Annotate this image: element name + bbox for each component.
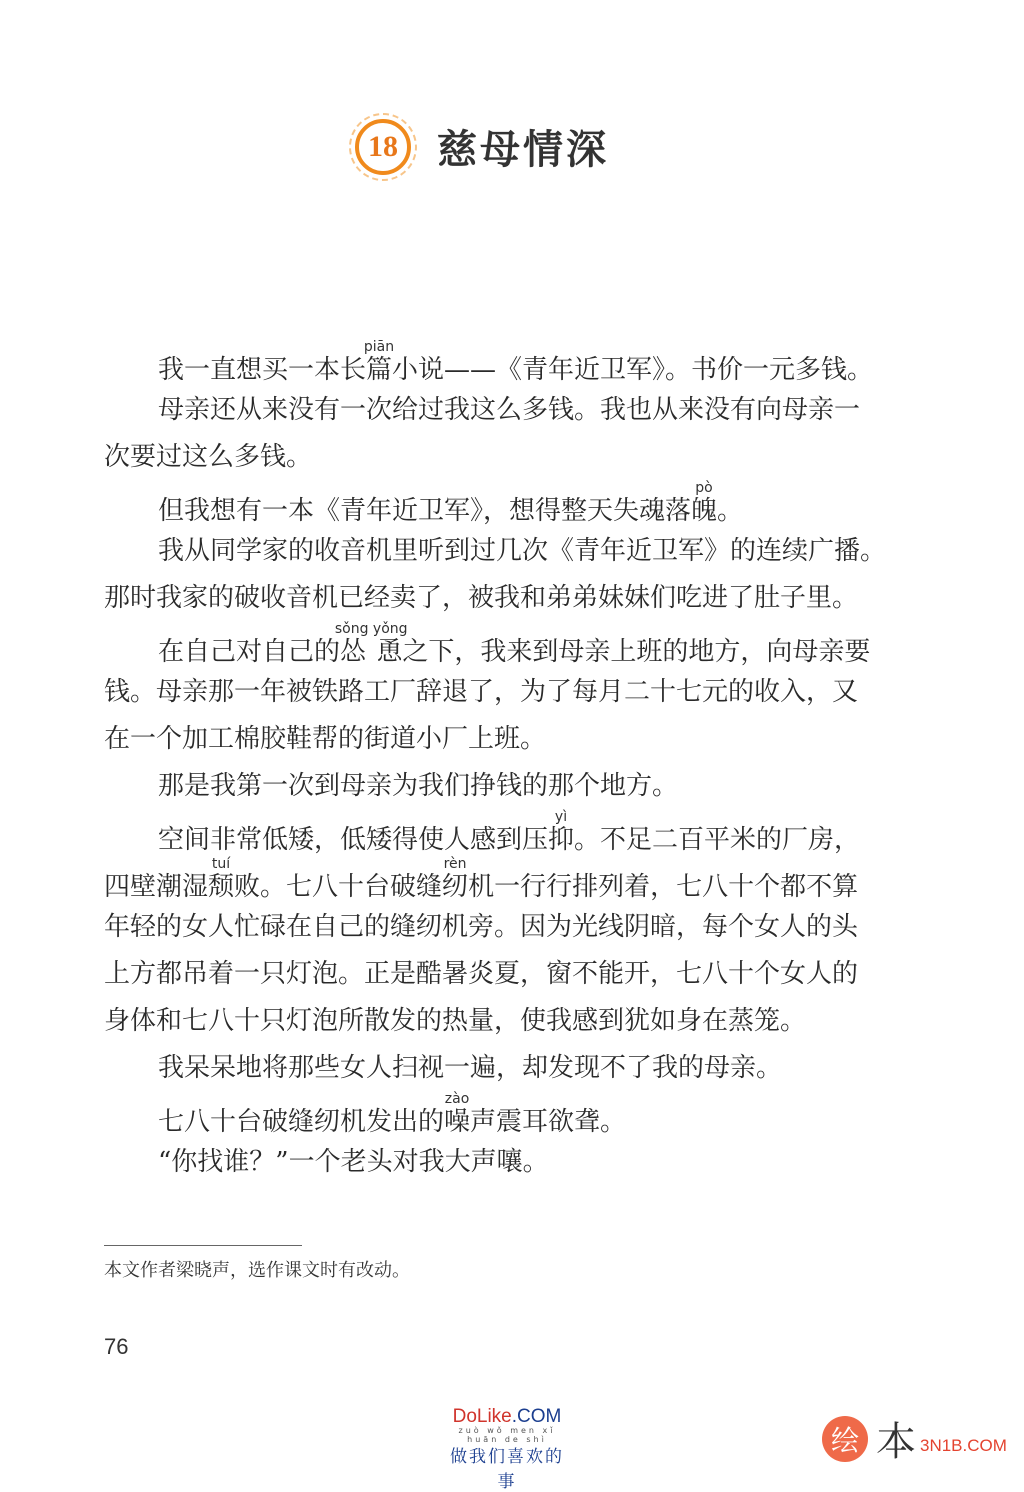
footnote: 本文作者梁晓声，选作课文时有改动。 (104, 1260, 410, 1281)
site-logo-icon: 绘 (822, 1416, 868, 1462)
pinyin-annotation: rèn (442, 856, 469, 872)
text-line (104, 387, 904, 434)
text-line (104, 763, 904, 810)
page-title: 慈母情深 (437, 126, 609, 173)
text-segment: 在一个加工棉胶鞋帮的街道小厂上班。 (104, 724, 547, 754)
annotated-word (334, 621, 408, 667)
text-segment: 母亲还从来没有一次给过我这么多钱。我也从来没有向母亲一 (158, 395, 861, 425)
text-line (104, 716, 904, 763)
annotated-word (363, 339, 395, 385)
text-segment: 那时我家的破收音机已经卖了，被我和弟弟妹妹们吃进了肚子里。 (104, 583, 859, 613)
annotated-word (691, 480, 718, 526)
text-segment: 但我想有一本《青年近卫军》，想得整天失魂落 (158, 496, 692, 526)
pinyin-annotation: tuí (208, 856, 235, 872)
text-segment: 四壁潮湿 (104, 872, 209, 902)
lesson-header (0, 118, 1024, 175)
text-segment: 次要过这么多钱。 (104, 442, 313, 472)
site-logo-char: 本 (876, 1419, 916, 1465)
text-line (104, 810, 904, 857)
lesson-body (104, 340, 904, 1186)
text-line (104, 1139, 904, 1186)
page-number: 76 (104, 1334, 129, 1359)
dolike-logo (450, 1406, 564, 1428)
footnote-divider (104, 1245, 302, 1246)
text-line (104, 622, 904, 669)
lesson-number-badge (355, 119, 411, 175)
annotated-word (208, 856, 235, 902)
dolike-slogan: 做我们喜欢的事 (450, 1447, 564, 1492)
text-segment: 声震耳欲聋。 (470, 1107, 627, 1137)
text-line (104, 951, 904, 998)
text-segment: 钱。母亲那一年被铁路工厂辞退了，为了每月二十七元的收入，又 (104, 677, 859, 707)
pinyin-annotation: yì (548, 809, 575, 825)
pinyin-annotation: sǒng yǒng (334, 621, 408, 637)
text-segment: 。 (717, 496, 744, 526)
annotated-word (444, 1091, 471, 1137)
text-line (104, 575, 904, 622)
text-segment: 那是我第一次到母亲为我们挣钱的那个地方。 (158, 771, 679, 801)
site-watermark (822, 1410, 1007, 1467)
text-segment: 七八十台破缝纫机发出的 (158, 1107, 445, 1137)
text-line (104, 340, 904, 387)
annotated-word (442, 856, 469, 902)
text-line (104, 481, 904, 528)
text-segment: 我呆呆地将那些女人扫视一遍，却发现不了我的母亲。 (158, 1053, 783, 1083)
annotated-word (548, 809, 575, 855)
lesson-number: 18 (368, 129, 398, 163)
text-segment: 身体和七八十只灯泡所散发的热量，使我感到犹如身在蒸笼。 (104, 1006, 807, 1036)
pinyin-annotation: zào (444, 1091, 471, 1107)
text-segment: 在自己对自己的 (158, 637, 341, 667)
pinyin-annotation: piān (363, 339, 395, 355)
text-segment: 。不足二百平米的厂房， (574, 825, 861, 855)
text-segment: 我一直想买一本长 (158, 355, 367, 385)
text-line (104, 998, 904, 1045)
annotated-char: 魄 (691, 496, 718, 526)
text-line (104, 434, 904, 481)
text-line (104, 1045, 904, 1092)
annotated-char: 噪 (444, 1107, 471, 1137)
text-segment: 败。七八十台破缝 (234, 872, 443, 902)
text-segment: 机一行行排列着，七八十个都不算 (468, 872, 859, 902)
text-line (104, 528, 904, 575)
text-segment: 空间非常低矮，低矮得使人感到压 (158, 825, 549, 855)
annotated-char: 怂恿 (334, 637, 408, 667)
annotated-char: 颓 (208, 872, 235, 902)
text-line (104, 669, 904, 716)
text-segment: 之下，我来到母亲上班的地方，向母亲要 (402, 637, 871, 667)
dolike-logo-com: .COM (511, 1406, 562, 1427)
annotated-char: 抑 (548, 825, 575, 855)
text-line (104, 904, 904, 951)
text-line (104, 1092, 904, 1139)
text-segment: 我从同学家的收音机里听到过几次《青年近卫军》的连续广播。 (158, 536, 887, 566)
dolike-slogan-pinyin: zuò wǒ men xǐ huān de shì (458, 1426, 556, 1444)
annotated-char: 纫 (442, 872, 469, 902)
dolike-logo-main: DoLike (452, 1406, 512, 1427)
text-segment: 小说——《青年近卫军》。书价一元多钱。 (392, 355, 874, 385)
dolike-watermark (450, 1406, 564, 1492)
annotated-char: 篇 (363, 355, 395, 385)
text-segment: 年轻的女人忙碌在自己的缝纫机旁。因为光线阴暗，每个女人的头 (104, 912, 859, 942)
text-segment: 上方都吊着一只灯泡。正是酷暑炎夏，窗不能开，七八十个女人的 (104, 959, 859, 989)
pinyin-annotation: pò (691, 480, 718, 496)
text-line (104, 857, 904, 904)
text-segment: “你找谁？”一个老头对我大声嚷。 (158, 1147, 549, 1177)
site-code: 3N1B.COM (920, 1435, 1007, 1455)
